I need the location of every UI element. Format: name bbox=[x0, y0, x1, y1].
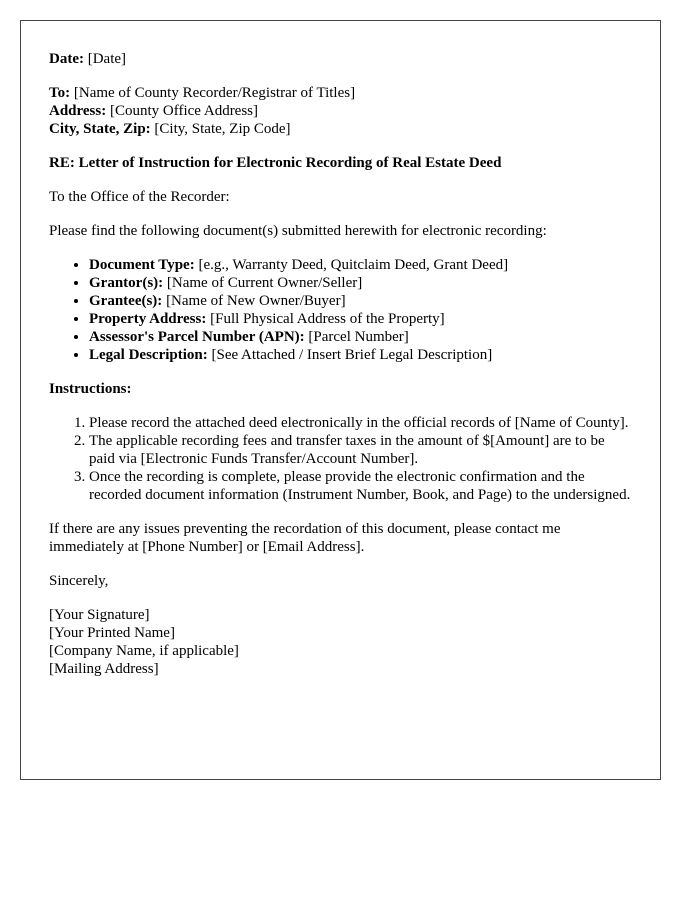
to-label: To: bbox=[49, 85, 71, 101]
to-value: [Name of County Recorder/Registrar of Titles] bbox=[73, 85, 356, 101]
closing: Sincerely, bbox=[49, 573, 109, 589]
address-line bbox=[49, 102, 632, 120]
recipient-block bbox=[49, 84, 632, 138]
address-label: Address: bbox=[49, 103, 107, 119]
mailing-address-line: [Mailing Address] bbox=[49, 661, 159, 677]
instruction-item: 3. Once the recording is complete, please provide the electronic confirmation and the recorded document information (Instrument Number, Book, and Page) to the undersigned. bbox=[89, 468, 632, 504]
contact-paragraph: If there are any issues preventing the recordation of this document, please contact me immediately at [Phone Number] or [Email Address]. bbox=[49, 521, 561, 555]
signature-line: [Your Signature] bbox=[49, 607, 150, 623]
document-type-value: [e.g., Warranty Deed, Quitclaim Deed, Grant Deed] bbox=[198, 257, 509, 273]
date-label: Date: bbox=[49, 51, 84, 67]
printed-name-line: [Your Printed Name] bbox=[49, 625, 175, 641]
apn-label: Assessor's Parcel Number (APN): bbox=[89, 329, 305, 345]
city-state-zip-label: City, State, Zip: bbox=[49, 121, 151, 137]
instructions-list bbox=[49, 414, 632, 504]
to-line bbox=[49, 84, 632, 102]
legal-description-value: [See Attached / Insert Brief Legal Description] bbox=[211, 347, 493, 363]
subject-line bbox=[49, 154, 632, 172]
legal-description-label: Legal Description: bbox=[89, 347, 208, 363]
property-address-value: [Full Physical Address of the Property] bbox=[210, 311, 445, 327]
address-value: [County Office Address] bbox=[109, 103, 259, 119]
document-type-label: Document Type: bbox=[89, 257, 195, 273]
salutation: To the Office of the Recorder: bbox=[49, 189, 230, 205]
grantor-label: Grantor(s): bbox=[89, 275, 164, 291]
apn-value: [Parcel Number] bbox=[308, 329, 409, 345]
grantor-value: [Name of Current Owner/Seller] bbox=[166, 275, 363, 291]
instruction-item: 1. Please record the attached deed electronically in the official records of [Name of County]. bbox=[89, 414, 632, 432]
city-state-zip-value: [City, State, Zip Code] bbox=[154, 121, 291, 137]
instruction-item: 2. The applicable recording fees and transfer taxes in the amount of $[Amount] are to be paid via [Electronic Funds Transfer/Account Number]. bbox=[89, 432, 632, 468]
grantee-value: [Name of New Owner/Buyer] bbox=[166, 293, 346, 309]
letter-page bbox=[20, 20, 661, 780]
list-item-legal-description bbox=[89, 346, 632, 364]
intro-paragraph: Please find the following document(s) submitted herewith for electronic recording: bbox=[49, 223, 547, 239]
subject-text: RE: Letter of Instruction for Electronic Recording of Real Estate Deed bbox=[49, 155, 502, 171]
list-item-grantor bbox=[89, 274, 632, 292]
document-details-list bbox=[49, 256, 632, 364]
instructions-heading-text: Instructions: bbox=[49, 381, 132, 397]
company-line: [Company Name, if applicable] bbox=[49, 643, 239, 659]
property-address-label: Property Address: bbox=[89, 311, 207, 327]
list-item-grantee bbox=[89, 292, 632, 310]
city-state-zip-line bbox=[49, 120, 632, 138]
instructions-heading bbox=[49, 380, 632, 398]
list-item-apn bbox=[89, 328, 632, 346]
date-value: [Date] bbox=[87, 51, 127, 67]
list-item-document-type bbox=[89, 256, 632, 274]
date-line bbox=[49, 50, 632, 68]
list-item-property-address bbox=[89, 310, 632, 328]
signature-block bbox=[49, 606, 632, 678]
grantee-label: Grantee(s): bbox=[89, 293, 163, 309]
